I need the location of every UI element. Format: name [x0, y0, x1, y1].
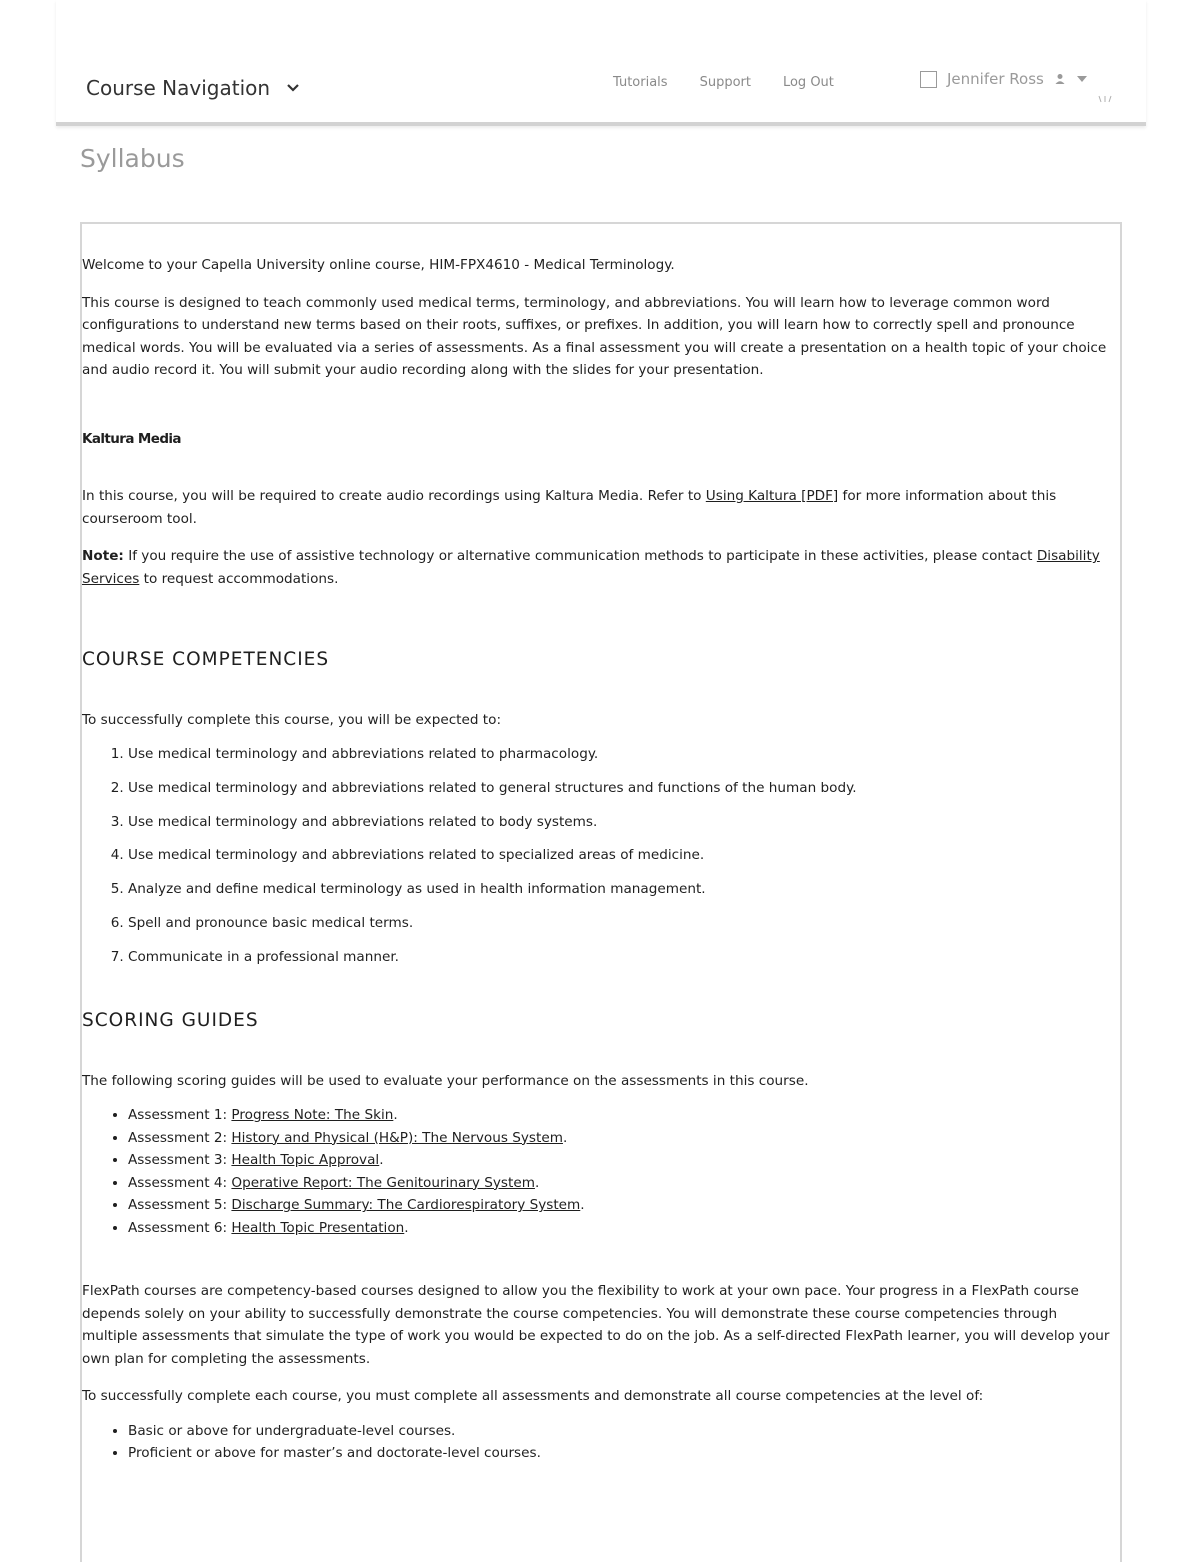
scoring-guides-list — [82, 1104, 1114, 1239]
kaltura-heading: Kaltura Media — [82, 430, 181, 447]
assessment-label: Assessment 6: — [128, 1219, 232, 1236]
user-icon — [1054, 73, 1066, 85]
assessment-label: Assessment 4: — [128, 1174, 232, 1191]
assessment-1-link[interactable]: Progress Note: The Skin — [231, 1107, 394, 1124]
levels-intro: To successfully complete each course, you must complete all assessments and demonstrate all course competencies at the level of: — [82, 1388, 984, 1405]
list-item — [128, 1420, 1114, 1443]
scoring-intro: The following scoring guides will be used to evaluate your performance on the assessments in this course. — [82, 1072, 809, 1089]
competencies-intro: To successfully complete this course, you will be expected to: — [82, 711, 502, 728]
list-item: 4. Use medical terminology and abbreviations related to specialized areas of medicine. — [128, 844, 1114, 867]
top-header — [56, 0, 1146, 126]
assessment-5-link[interactable]: Discharge Summary: The Cardiorespiratory System — [231, 1197, 581, 1214]
assessment-label: Assessment 1: — [128, 1107, 232, 1124]
list-item: • Assessment 3: Health Topic Approval. — [128, 1149, 1114, 1172]
list-item: 3. Use medical terminology and abbreviations related to body systems. — [128, 811, 1114, 834]
flexpath-paragraph: FlexPath courses are competency-based courses designed to allow you the flexibility to work at your own pace. Your progress in a FlexPath course depends solely on your ability to successfully demonstrate the course competencies. You will demonstrate these course competencies through multiple assessments that simulate the type of work you would be expected to do on the job. As a self-directed FlexPath learner, you will develop your own plan for completing the assessments. — [82, 1283, 1110, 1367]
note-text-after: to request accommodations. — [139, 570, 339, 587]
competencies-heading: COURSE COMPETENCIES — [82, 649, 330, 670]
list-item: 5. Analyze and define medical terminology as used in health information management. — [128, 878, 1114, 901]
list-item: • Assessment 5: Discharge Summary: The Cardiorespiratory System. — [128, 1194, 1114, 1217]
assessment-2-link[interactable]: History and Physical (H&P): The Nervous System — [231, 1129, 563, 1146]
level-text: or above for master’s and doctorate-level courses. — [191, 1445, 541, 1462]
chevron-down-icon — [286, 83, 300, 93]
kaltura-text-after: for more information about this courseroom tool. — [82, 488, 1057, 527]
list-item: • Assessment 2: History and Physical (H&P): The Nervous System. — [128, 1127, 1114, 1150]
assessment-label: Assessment 3: — [128, 1152, 232, 1169]
list-item — [128, 1442, 1114, 1465]
level-text: or above for undergraduate-level courses. — [164, 1422, 456, 1439]
note-label: Note: — [82, 548, 124, 564]
level-name: Proficient — [128, 1445, 192, 1462]
course-description: This course is designed to teach commonly used medical terms, terminology, and abbreviations. You will learn how to leverage common word configurations to understand new terms based on their roots, suffixes, or prefixes. In addition, you will learn how to correctly spell and pronounce medical words. You will be evaluated via a series of assessments. As a final assessment you will create a presentation on a health topic of your choice and audio record it. You will submit your audio recording along with the slides for your presentation. — [82, 294, 1107, 378]
list-item: • Assessment 4: Operative Report: The Genitourinary System. — [128, 1172, 1114, 1195]
list-item: • Assessment 6: Health Topic Presentation. — [128, 1217, 1114, 1240]
using-kaltura-pdf-link[interactable]: Using Kaltura [PDF] — [705, 488, 839, 504]
user-menu[interactable] — [920, 70, 1088, 88]
support-link[interactable]: Support — [699, 75, 751, 90]
list-item: 2. Use medical terminology and abbreviations related to general structures and functions of the human body. — [128, 777, 1114, 800]
loading-spinner-icon — [1097, 95, 1113, 106]
assessment-6-link[interactable]: Health Topic Presentation — [231, 1219, 405, 1236]
list-item: 1. Use medical terminology and abbreviations related to pharmacology. — [128, 743, 1114, 766]
welcome-text: Welcome to your Capella University online course, HIM-FPX4610 - Medical Terminology. — [82, 257, 675, 273]
level-name: Basic — [128, 1422, 164, 1439]
kaltura-text: In this course, you will be required to create audio recordings using Kaltura Media. Refer to — [82, 488, 706, 504]
list-item: 7. Communicate in a professional manner. — [128, 946, 1114, 969]
scoring-guides-heading: SCORING GUIDES — [82, 1010, 259, 1032]
note-text: If you require the use of assistive technology or alternative communication methods to participate in these activities, please contact — [123, 548, 1037, 564]
assessment-3-link[interactable]: Health Topic Approval — [231, 1152, 380, 1169]
levels-list — [82, 1420, 1114, 1465]
kaltura-paragraph — [82, 485, 1114, 530]
list-item: 6. Spell and pronounce basic medical terms. — [128, 912, 1114, 935]
assessment-4-link[interactable]: Operative Report: The Genitourinary System — [231, 1174, 535, 1191]
tutorials-link[interactable]: Tutorials — [613, 75, 668, 90]
note-paragraph — [82, 545, 1114, 590]
caret-down-icon[interactable] — [1076, 75, 1088, 83]
syllabus-content — [82, 254, 1114, 1465]
list-item: • Assessment 1: Progress Note: The Skin. — [128, 1104, 1114, 1127]
page-title: Syllabus — [80, 144, 185, 173]
course-navigation-dropdown[interactable] — [86, 76, 300, 100]
competencies-list — [82, 743, 1114, 968]
assessment-label: Assessment 2: — [128, 1129, 232, 1146]
log-out-link[interactable]: Log Out — [782, 75, 834, 90]
disability-services-link[interactable]: Disability Services — [82, 548, 1100, 587]
course-navigation-label: Course Navigation — [86, 76, 271, 100]
assessment-label: Assessment 5: — [128, 1197, 232, 1214]
user-checkbox[interactable] — [920, 71, 937, 88]
user-name: Jennifer Ross — [947, 70, 1044, 88]
top-links — [613, 75, 834, 90]
